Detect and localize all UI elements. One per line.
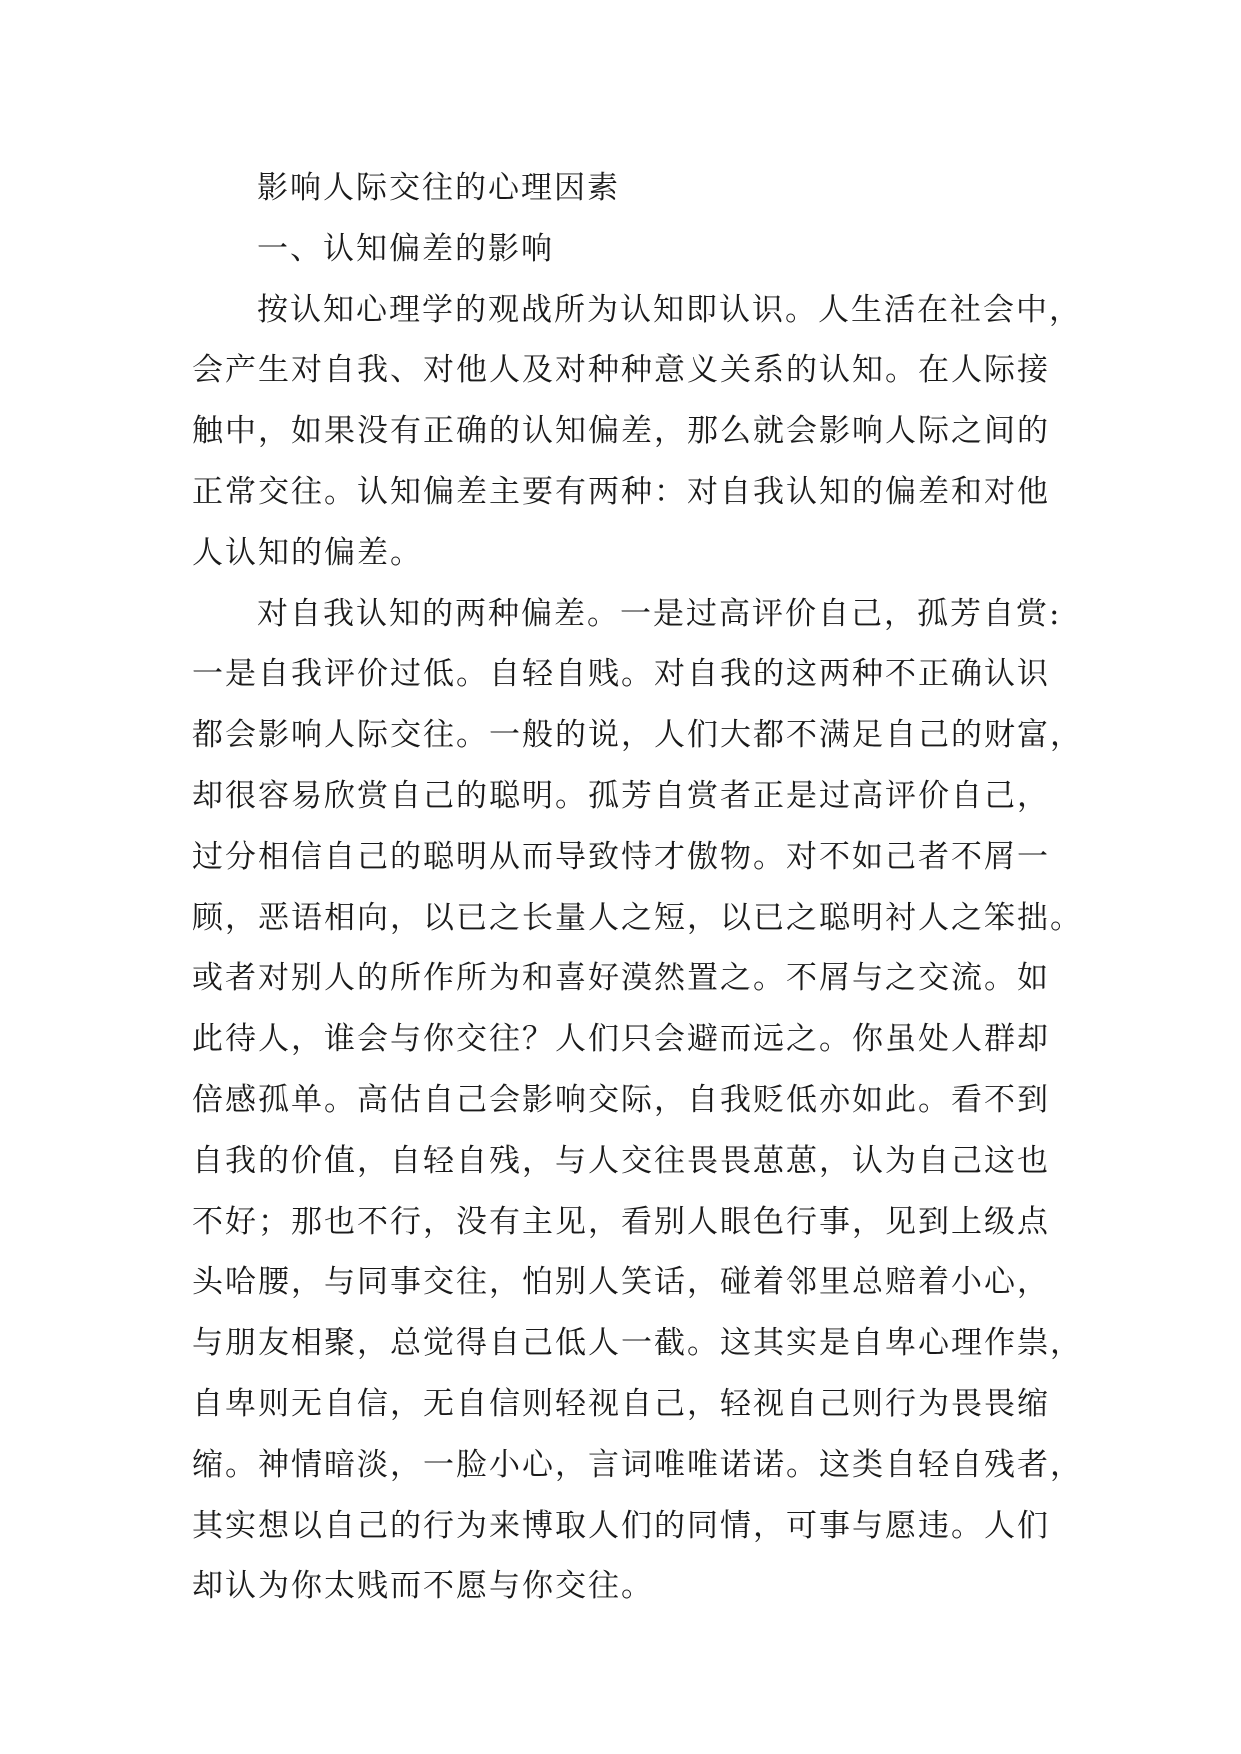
paragraph-line: 触中，如果没有正确的认知偏差，那么就会影响人际之间的 [192,413,1050,450]
paragraph-line: 按认知心理学的观战所为认知即认识。人生活在社会中， [257,291,1082,328]
paragraph-line: 其实想以自己的行为来博取人们的同情，可事与愿违。人们 [192,1507,1050,1544]
paragraph-line: 一是自我评价过低。自轻自贱。对自我的这两种不正确认识 [192,656,1050,693]
paragraph-line: 或者对别人的所作所为和喜好漠然置之。不屑与之交流。如 [192,960,1050,997]
document-body [192,158,1087,1617]
document-title: 影响人际交往的心理因素 [257,170,620,206]
paragraph-1 [192,280,1087,584]
paragraph-line: 过分相信自己的聪明从而导致恃才傲物。对不如己者不屑一 [192,838,1050,875]
paragraph-line: 会产生对自我、对他人及对种种意义关系的认知。在人际接 [192,352,1050,389]
paragraph-line: 此待人，谁会与你交往？人们只会避而远之。你虽处人群却 [192,1021,1050,1058]
paragraph-line: 倍感孤单。高估自己会影响交际，自我贬低亦如此。看不到 [192,1081,1050,1118]
paragraph-line: 自我的价值，自轻自残，与人交往畏畏葸葸，认为自己这也 [192,1142,1050,1179]
paragraph-line: 不好；那也不行，没有主见，看别人眼色行事，见到上级点 [192,1203,1050,1240]
paragraph-line: 正常交往。认知偏差主要有两种：对自我认知的偏差和对他 [192,473,1050,510]
paragraph-line: 却很容易欣赏自己的聪明。孤芳自赏者正是过高评价自己， [192,777,1050,814]
paragraph-line: 头哈腰，与同事交往，怕别人笑话，碰着邻里总赔着小心， [192,1264,1050,1301]
paragraph-line: 都会影响人际交往。一般的说，人们大都不满足自己的财富， [192,717,1083,754]
paragraph-line: 与朋友相聚，总觉得自己低人一截。这其实是自卑心理作祟， [192,1325,1083,1362]
paragraph-line: 人认知的偏差。 [192,534,423,571]
section-heading: 一、认知偏差的影响 [257,230,554,267]
paragraph-2 [192,584,1087,1618]
paragraph-line: 自卑则无自信，无自信则轻视自己，轻视自己则行为畏畏缩 [192,1385,1050,1422]
paragraph-line: 顾，恶语相向，以已之长量人之短，以已之聪明衬人之笨拙。 [192,899,1083,936]
paragraph-line: 却认为你太贱而不愿与你交往。 [192,1568,654,1605]
paragraph-line: 对自我认知的两种偏差。一是过高评价自己，孤芳自赏: [257,595,1062,632]
paragraph-line: 缩。神情暗淡，一脸小心，言词唯唯诺诺。这类自轻自残者， [192,1446,1083,1483]
